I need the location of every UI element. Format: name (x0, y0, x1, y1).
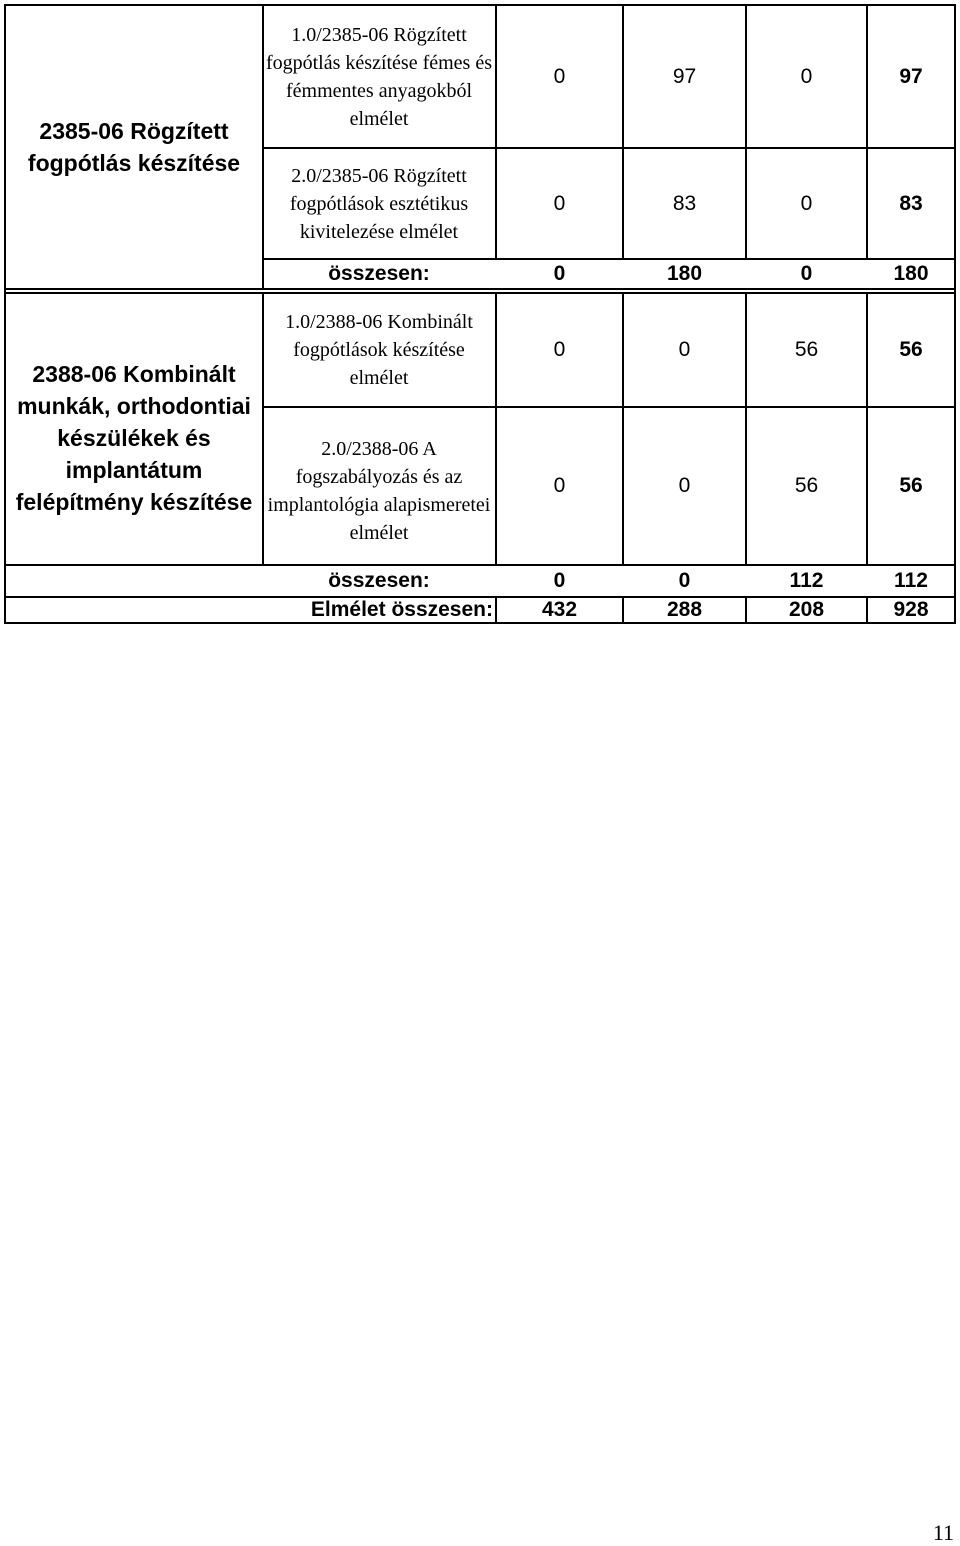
group-total-value: 0 (553, 262, 566, 285)
value-cell-total: 56 (899, 474, 923, 497)
border-right (954, 4, 956, 624)
value-cell: 56 (794, 474, 819, 497)
value-cell: 0 (678, 338, 691, 361)
grand-total-label: Elmélet összesen: (310, 598, 493, 621)
module-name: 2388-06 Kombinált munkák, orthodontiai készülékek és implantátum felépítmény készítése (15, 361, 253, 515)
group-total-label: összesen: (328, 569, 430, 592)
value-cell: 0 (553, 338, 566, 361)
group-total-value: 0 (553, 569, 566, 592)
grand-total-value: 928 (893, 598, 929, 621)
value-cell: 0 (800, 64, 813, 88)
subject-name: 1.0/2385-06 Rögzített fogpótlás készítése fémes és fémmentes anyagokból elmélet (265, 23, 493, 130)
grand-total-value: 208 (788, 598, 825, 621)
value-cell-total: 97 (899, 64, 923, 88)
value-cell-total: 83 (899, 191, 923, 215)
value-cell: 97 (672, 64, 697, 88)
value-cell: 56 (794, 338, 819, 361)
group-total-value: 0 (800, 262, 813, 285)
value-cell: 0 (553, 191, 566, 215)
border-left (4, 4, 6, 624)
value-cell: 0 (553, 474, 566, 497)
group-total-value: 112 (894, 569, 928, 592)
value-cell: 0 (553, 64, 566, 88)
group-total-value: 180 (666, 262, 703, 285)
subject-name: 2.0/2385-06 Rögzített fogpótlások esztétikus kivitelezése elmélet (289, 164, 469, 243)
module-name: 2385-06 Rögzített fogpótlás készítése (27, 118, 241, 176)
value-cell-total: 56 (899, 338, 923, 361)
value-cell: 0 (678, 474, 691, 497)
value-cell: 83 (672, 191, 697, 215)
border-bottom (4, 622, 956, 624)
group-total-label: összesen: (328, 262, 430, 285)
group-total-value: 180 (893, 262, 929, 285)
group-total-value: 112 (789, 569, 824, 592)
grand-total-value: 288 (666, 598, 703, 621)
group-total-value: 0 (678, 569, 691, 592)
subject-name: 2.0/2388-06 A fogszabályozás és az implantológia alapismeretei elmélet (267, 438, 491, 544)
page-number: 11 (932, 1520, 954, 1545)
grand-total-value: 432 (541, 598, 578, 621)
subject-name: 1.0/2388-06 Kombinált fogpótlások készítése elmélet (285, 311, 473, 389)
group-separator-a (4, 288, 956, 290)
value-cell: 0 (800, 191, 813, 215)
